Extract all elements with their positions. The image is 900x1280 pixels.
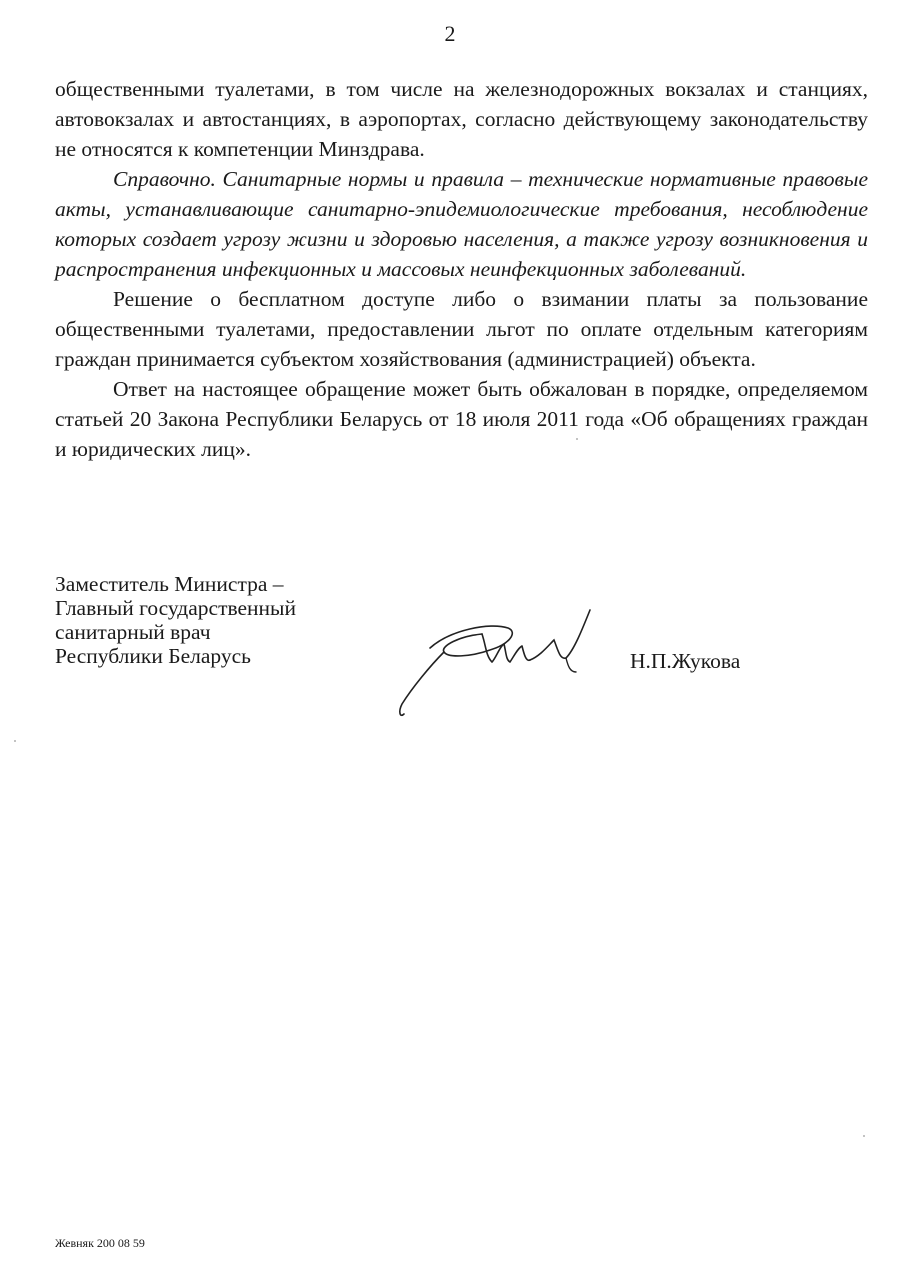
signatory-title-line: санитарный врач — [55, 620, 211, 644]
signatory-title-line: Заместитель Министра – — [55, 572, 284, 596]
scan-speck — [576, 438, 578, 440]
signatory-title-line: Главный государственный — [55, 596, 296, 620]
signatory-title-line: Республики Беларусь — [55, 644, 251, 668]
paragraph-payment-decision: Решение о бесплатном доступе либо о взимании платы за пользование общественными туалетами, предоставлении льгот по оплате отдельным категориям граждан принимается субъектом хозяйствования (администрацией) объекта. — [55, 287, 868, 371]
scan-speck — [863, 1135, 865, 1137]
paragraph-reference-note: Справочно. Санитарные нормы и правила – технические нормативные правовые акты, устанавливающие санитарно-эпидемиологические требования, несоблюдение которых создает угрозу жизни и здоровью населения, а также угрозу возникновения и распространения инфекционных и массовых неинфекционных заболеваний. — [55, 167, 868, 281]
letter-body — [55, 74, 868, 464]
scan-speck — [14, 740, 16, 742]
handwritten-signature — [390, 600, 610, 725]
signatory-name: Н.П.Жукова — [630, 649, 741, 673]
paragraph-appeal-notice: Ответ на настоящее обращение может быть обжалован в порядке, определяемом статьей 20 Закона Республики Беларусь от 18 июля 2011 года «Об обращениях граждан и юридических лиц». — [55, 377, 868, 461]
signatory-title — [55, 572, 296, 668]
page-number: 2 — [444, 21, 456, 46]
executor-footer: Жевняк 200 08 59 — [55, 1236, 145, 1250]
paragraph-continuation: общественными туалетами, в том числе на железнодорожных вокзалах и станциях, автовокзалах и автостанциях, в аэропортах, согласно действующему законодательству не относятся к компетенции Минздрава. — [55, 77, 868, 161]
